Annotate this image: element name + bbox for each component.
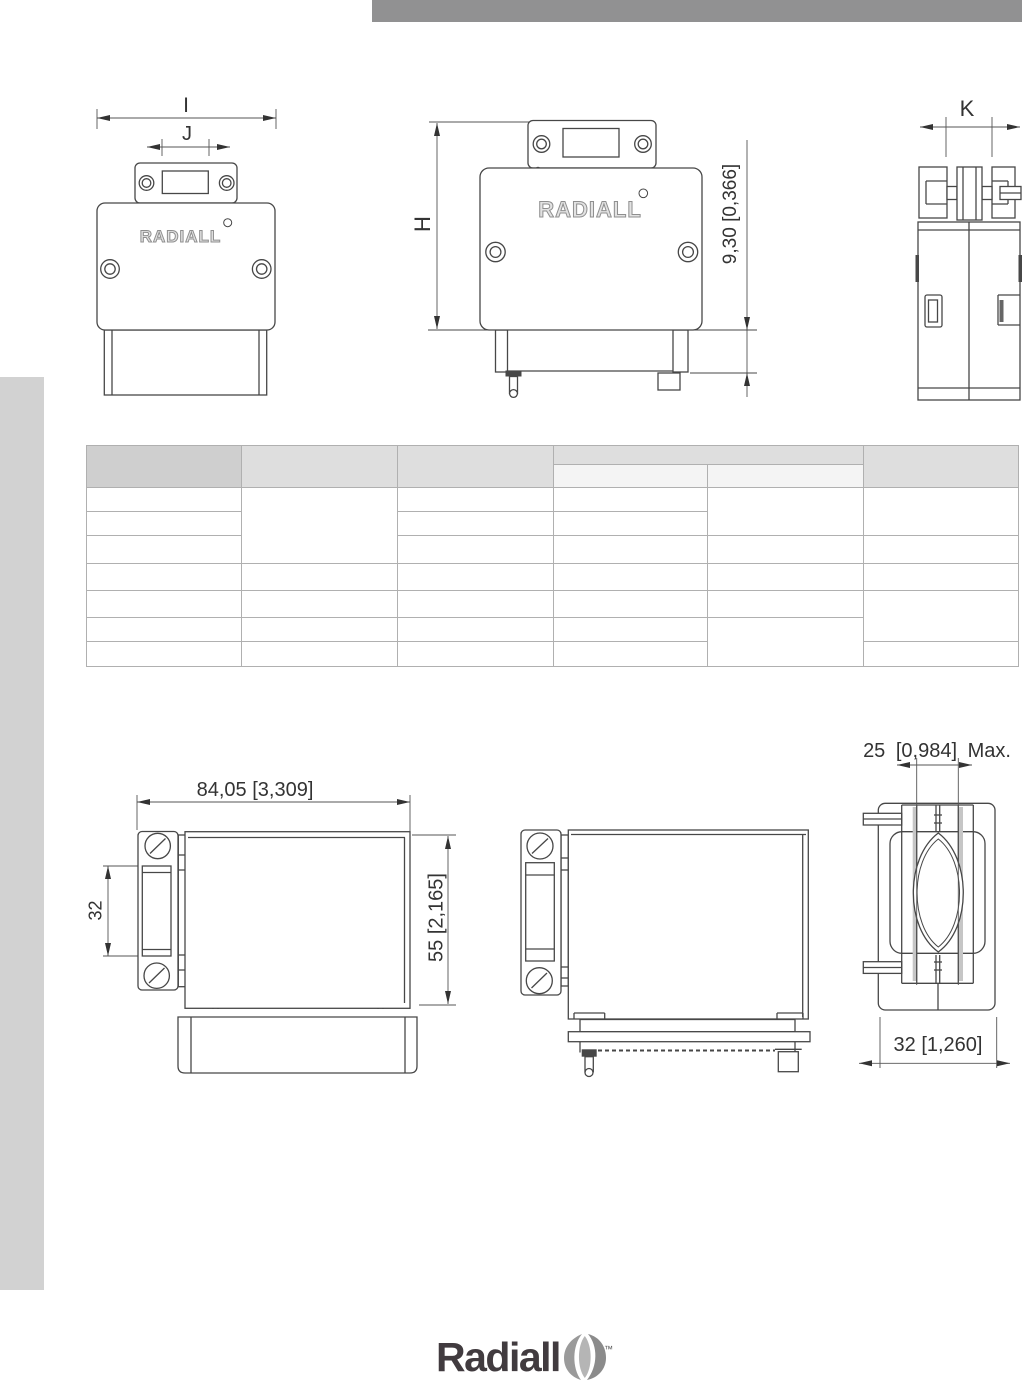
table-cell [708, 488, 864, 536]
side-view-small-drawing [916, 117, 1022, 400]
table-row [87, 642, 1019, 667]
table-subheader-cell [554, 465, 708, 488]
table-cell [708, 591, 864, 618]
table-cell [708, 618, 864, 667]
engraving-front-large: RADIALL [538, 197, 642, 222]
table-cell [864, 536, 1019, 564]
table-cell [242, 618, 398, 642]
table-cell [398, 488, 554, 512]
table-cell [242, 642, 398, 667]
table-cell [242, 591, 398, 618]
spec-table [86, 445, 1019, 667]
table-cell [398, 591, 554, 618]
table-cell [87, 488, 242, 512]
table-cell [864, 488, 1019, 536]
end-view-drawing [859, 758, 1010, 1068]
dim-label-length: 84,05 [3,309] [196, 779, 314, 801]
table-cell [87, 536, 242, 564]
table-cell [398, 564, 554, 591]
dim-label-overall-height: H [410, 216, 435, 232]
table-cell [554, 564, 708, 591]
table-cell [554, 618, 708, 642]
table-cell [87, 564, 242, 591]
table-header-row [87, 446, 1019, 465]
table-cell [398, 618, 554, 642]
dim-label-overall-width: I [183, 94, 189, 117]
table-header-cell [398, 446, 554, 488]
table-subheader-cell [708, 465, 864, 488]
table-row [87, 488, 1019, 512]
front-view-small-drawing [97, 109, 276, 395]
table-header-cell [87, 446, 242, 488]
table-cell [708, 564, 864, 591]
dim-label-flange-width: J [182, 123, 192, 145]
side-view-large-drawing [103, 795, 456, 1073]
table-header-cell [864, 446, 1019, 488]
dim-label-body-height: 55 [2,165] [425, 873, 448, 962]
dim-label-depth-max: 25 [0,984] Max. [863, 740, 1011, 762]
table-cell [554, 591, 708, 618]
dim-label-window-height: 32 [85, 900, 106, 921]
footer-logo-mark-icon [562, 1332, 608, 1382]
table-cell [554, 512, 708, 536]
table-cell [554, 536, 708, 564]
table-cell [398, 642, 554, 667]
table-cell [242, 564, 398, 591]
front-view-large-drawing [428, 121, 757, 398]
table-header-cell-group [554, 446, 864, 465]
side-view-middle-drawing [521, 830, 810, 1077]
table-cell [708, 536, 864, 564]
table-row [87, 591, 1019, 618]
table-cell [864, 642, 1019, 667]
table-row [87, 564, 1019, 591]
table-cell [87, 591, 242, 618]
footer-logo-text: Radiall [436, 1334, 560, 1380]
table-cell [864, 564, 1019, 591]
table-cell [242, 488, 398, 564]
table-cell [554, 642, 708, 667]
table-cell [398, 512, 554, 536]
table-cell [87, 512, 242, 536]
dim-label-under-body-height: 9,30 [0,366] [720, 163, 741, 265]
table-cell [87, 642, 242, 667]
table-cell [87, 618, 242, 642]
footer-logo-trademark: ™ [604, 1344, 613, 1354]
table-cell [864, 591, 1019, 642]
dim-label-end-width: 32 [1,260] [893, 1034, 983, 1056]
dim-label-depth: K [959, 96, 975, 121]
table-cell [398, 536, 554, 564]
table-cell [554, 488, 708, 512]
table-row [87, 536, 1019, 564]
table-header-cell [242, 446, 398, 488]
engraving-front-small: RADIALL [139, 227, 222, 246]
